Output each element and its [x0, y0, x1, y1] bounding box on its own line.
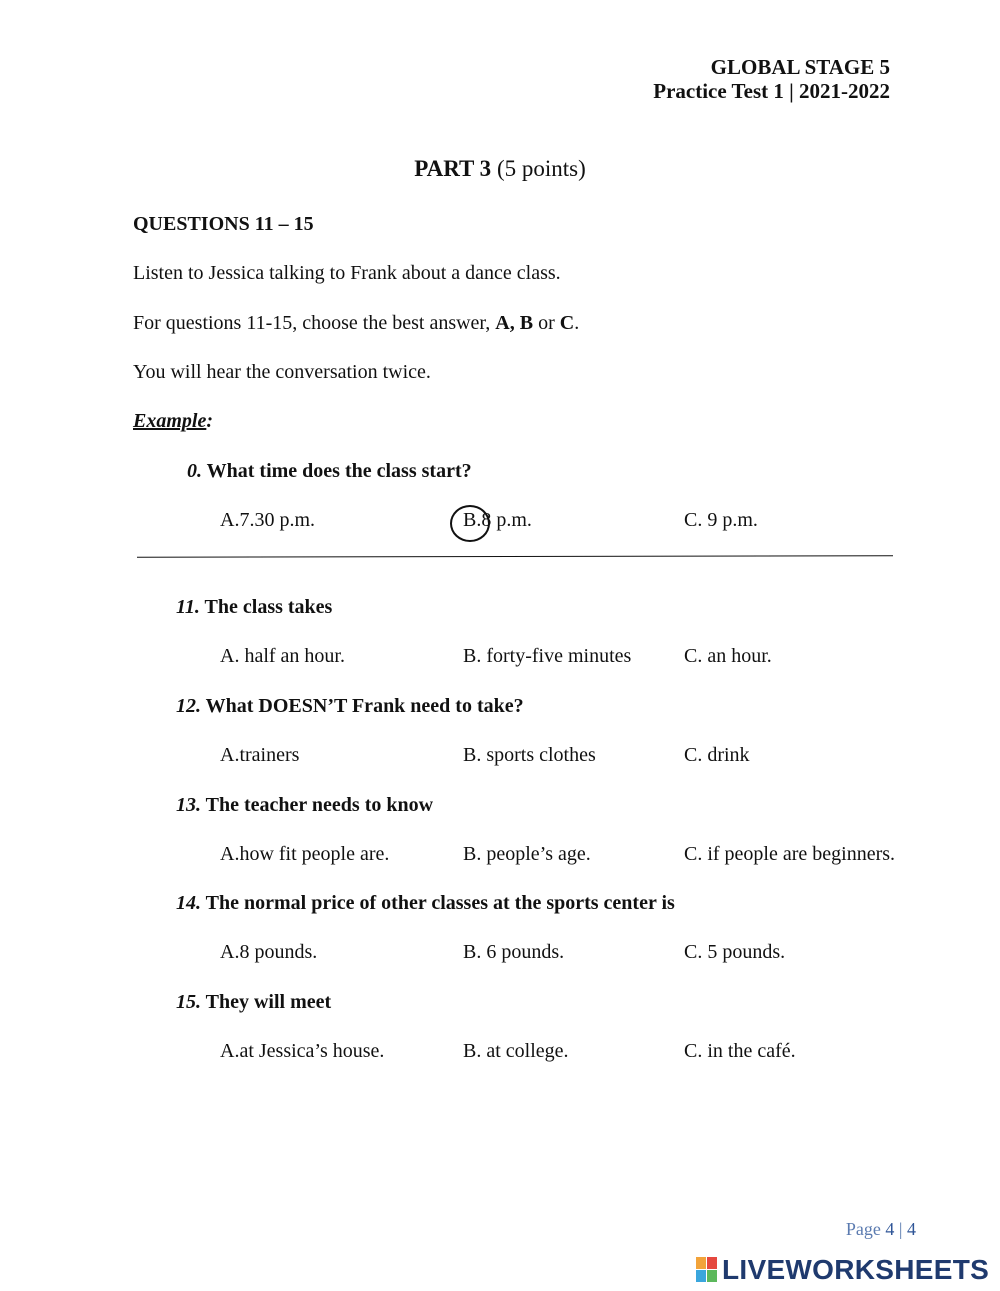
question-13 [176, 794, 433, 817]
question-text: The normal price of other classes at the sports center is [205, 892, 675, 914]
q14-option-b[interactable]: B. 6 pounds. [463, 941, 565, 963]
part-title [0, 156, 1000, 182]
q15-option-a[interactable]: A.at Jessica’s house. [220, 1040, 385, 1062]
part-label: PART 3 [414, 156, 492, 181]
instruction-choose-text: For questions 11-15, choose the best answer, [133, 312, 496, 334]
header-subtitle: Practice Test 1 | 2021-2022 [653, 79, 890, 103]
question-number: 15. [176, 991, 201, 1013]
question-number: 14. [176, 892, 201, 914]
header-title: GLOBAL STAGE 5 [710, 55, 890, 79]
q13-option-a[interactable]: A.how fit people are. [220, 843, 390, 865]
example-label [133, 410, 213, 433]
logo-blocks-icon [696, 1257, 718, 1283]
question-14 [176, 892, 675, 915]
question-text: What DOESN’T Frank need to take? [205, 695, 524, 717]
question-number: 12. [176, 695, 201, 717]
question-15 [176, 991, 331, 1014]
instruction-twice: You will hear the conversation twice. [133, 361, 431, 383]
instruction-choose [133, 312, 579, 335]
question-text: The class takes [204, 596, 333, 618]
example-number: 0. [187, 460, 202, 482]
question-11 [176, 596, 332, 619]
q11-option-a[interactable]: A. half an hour. [220, 645, 345, 667]
q12-option-b[interactable]: B. sports clothes [463, 744, 596, 766]
q13-option-c[interactable]: C. if people are beginners. [684, 843, 896, 865]
instruction-listen: Listen to Jessica talking to Frank about a dance class. [133, 262, 561, 284]
instruction-or: or [533, 312, 560, 334]
question-text: They will meet [205, 991, 332, 1013]
question-number: 13. [176, 794, 201, 816]
page-total: 4 [907, 1219, 916, 1239]
logo-text: LIVEWORKSHEETS [722, 1254, 990, 1285]
liveworksheets-logo[interactable] [696, 1255, 989, 1285]
question-number: 11. [176, 596, 200, 618]
q12-option-c[interactable]: C. drink [684, 744, 750, 766]
q15-option-b[interactable]: B. at college. [463, 1040, 569, 1062]
example-option-a[interactable]: A.7.30 p.m. [220, 509, 315, 531]
question-text: The teacher needs to know [205, 794, 434, 816]
q14-option-c[interactable]: C. 5 pounds. [684, 941, 786, 963]
q14-option-a[interactable]: A.8 pounds. [220, 941, 318, 963]
q11-option-c[interactable]: C. an hour. [684, 645, 772, 667]
selected-answer-circle [450, 505, 490, 542]
instruction-ab: A, B [495, 312, 534, 334]
example-question [187, 460, 472, 483]
q11-option-b[interactable]: B. forty-five minutes [463, 645, 632, 667]
q13-option-b[interactable]: B. people’s age. [463, 843, 591, 865]
questions-heading: QUESTIONS 11 – 15 [133, 213, 314, 235]
page-current: 4 [885, 1219, 895, 1239]
q12-option-a[interactable]: A.trainers [220, 744, 300, 766]
instruction-period: . [574, 312, 580, 334]
example-option-b-text: 8 p.m. [481, 509, 532, 531]
example-colon: : [206, 410, 214, 432]
question-12 [176, 695, 524, 718]
part-points: (5 points) [496, 156, 586, 181]
example-option-c[interactable]: C. 9 p.m. [684, 509, 758, 531]
q15-option-c[interactable]: C. in the café. [684, 1040, 796, 1062]
example-label-text: Example [133, 410, 207, 432]
page-number [846, 1219, 916, 1240]
example-option-b-letter: B. [463, 509, 482, 531]
example-question-text: What time does the class start? [206, 460, 472, 482]
page-separator: | [894, 1219, 907, 1239]
example-divider [137, 555, 893, 558]
instruction-c: C [559, 312, 575, 334]
page-label: Page [845, 1219, 886, 1239]
